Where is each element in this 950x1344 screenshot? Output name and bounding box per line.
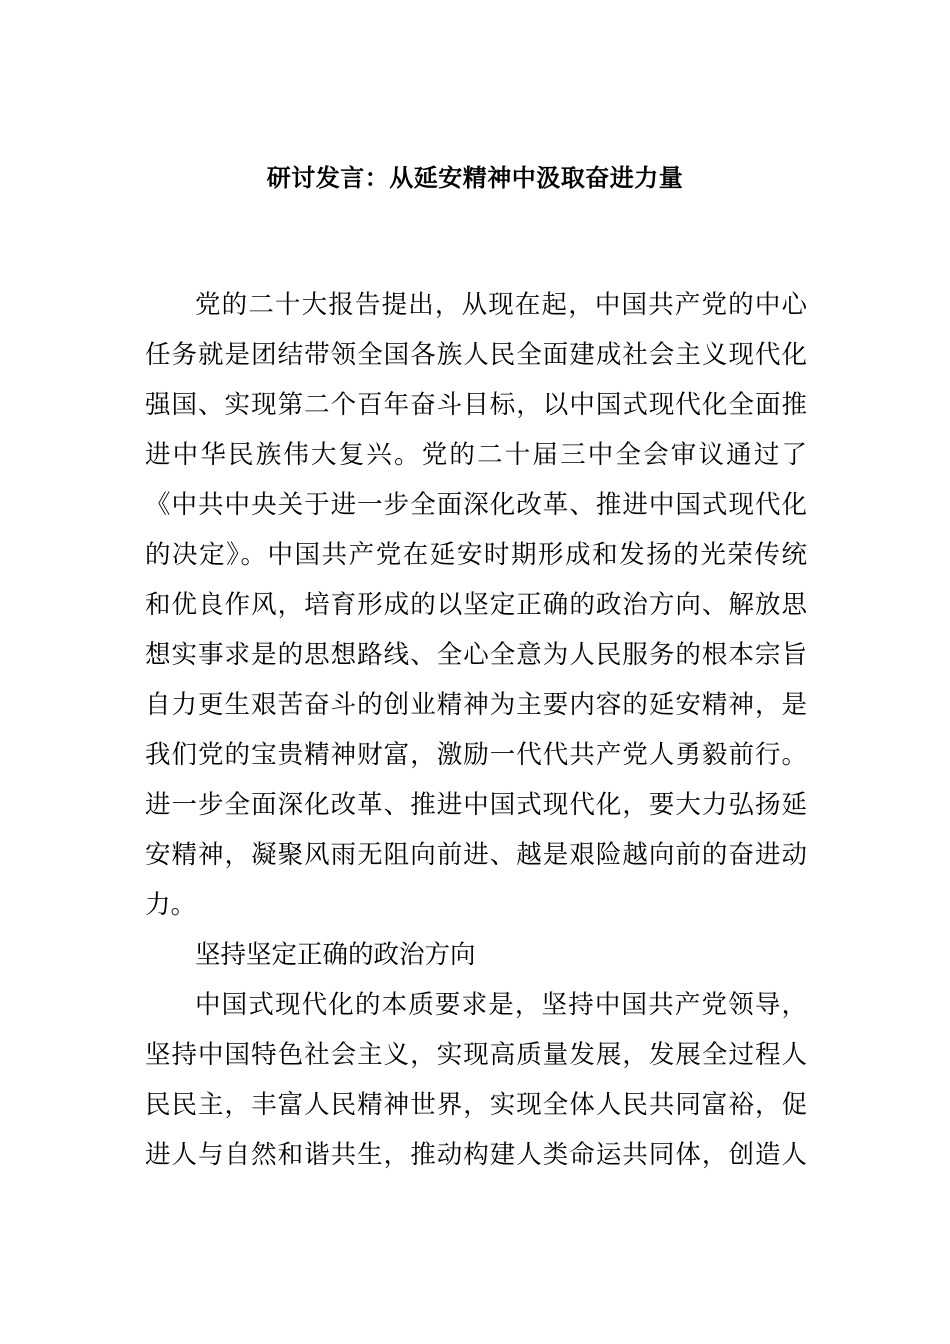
paragraph-line: 党的二十大报告提出，从现在起，中国共产党的中心: [195, 290, 807, 320]
section-heading: 坚持坚定正确的政治方向: [195, 940, 476, 970]
paragraph-line: 民民主，丰富人民精神世界，实现全体人民共同富裕，促: [145, 1090, 807, 1120]
paragraph-line: 坚持中国特色社会主义，实现高质量发展，发展全过程人: [145, 1040, 807, 1070]
paragraph-line: 中国式现代化的本质要求是，坚持中国共产党领导，: [195, 990, 807, 1020]
document-body: [145, 280, 807, 1180]
paragraph-line: 的决定》。中国共产党在延安时期形成和发扬的光荣传统: [145, 540, 807, 570]
paragraph-line: 安精神，凝聚风雨无阻向前进、越是艰险越向前的奋进动: [145, 840, 807, 870]
paragraph-line: 自力更生艰苦奋斗的创业精神为主要内容的延安精神，是: [145, 690, 807, 720]
paragraph-line: 《中共中央关于进一步全面深化改革、推进中国式现代化: [145, 490, 807, 520]
document-title: 研讨发言：从延安精神中汲取奋进力量: [266, 164, 684, 192]
paragraph-line: 想实事求是的思想路线、全心全意为人民服务的根本宗旨: [145, 640, 807, 670]
paragraph-line: 任务就是团结带领全国各族人民全面建成社会主义现代化: [145, 340, 807, 370]
paragraph-line: 和优良作风，培育形成的以坚定正确的政治方向、解放思: [145, 590, 807, 620]
paragraph-line: 进人与自然和谐共生，推动构建人类命运共同体，创造人: [145, 1140, 807, 1170]
paragraph-line: 进一步全面深化改革、推进中国式现代化，要大力弘扬延: [145, 790, 807, 820]
paragraph-line: 进中华民族伟大复兴。党的二十届三中全会审议通过了: [145, 440, 807, 470]
paragraph-line: 我们党的宝贵精神财富，激励一代代共产党人勇毅前行。: [145, 740, 807, 770]
paragraph-line: 强国、实现第二个百年奋斗目标，以中国式现代化全面推: [145, 390, 807, 420]
paragraph-line: 力。: [145, 890, 197, 920]
